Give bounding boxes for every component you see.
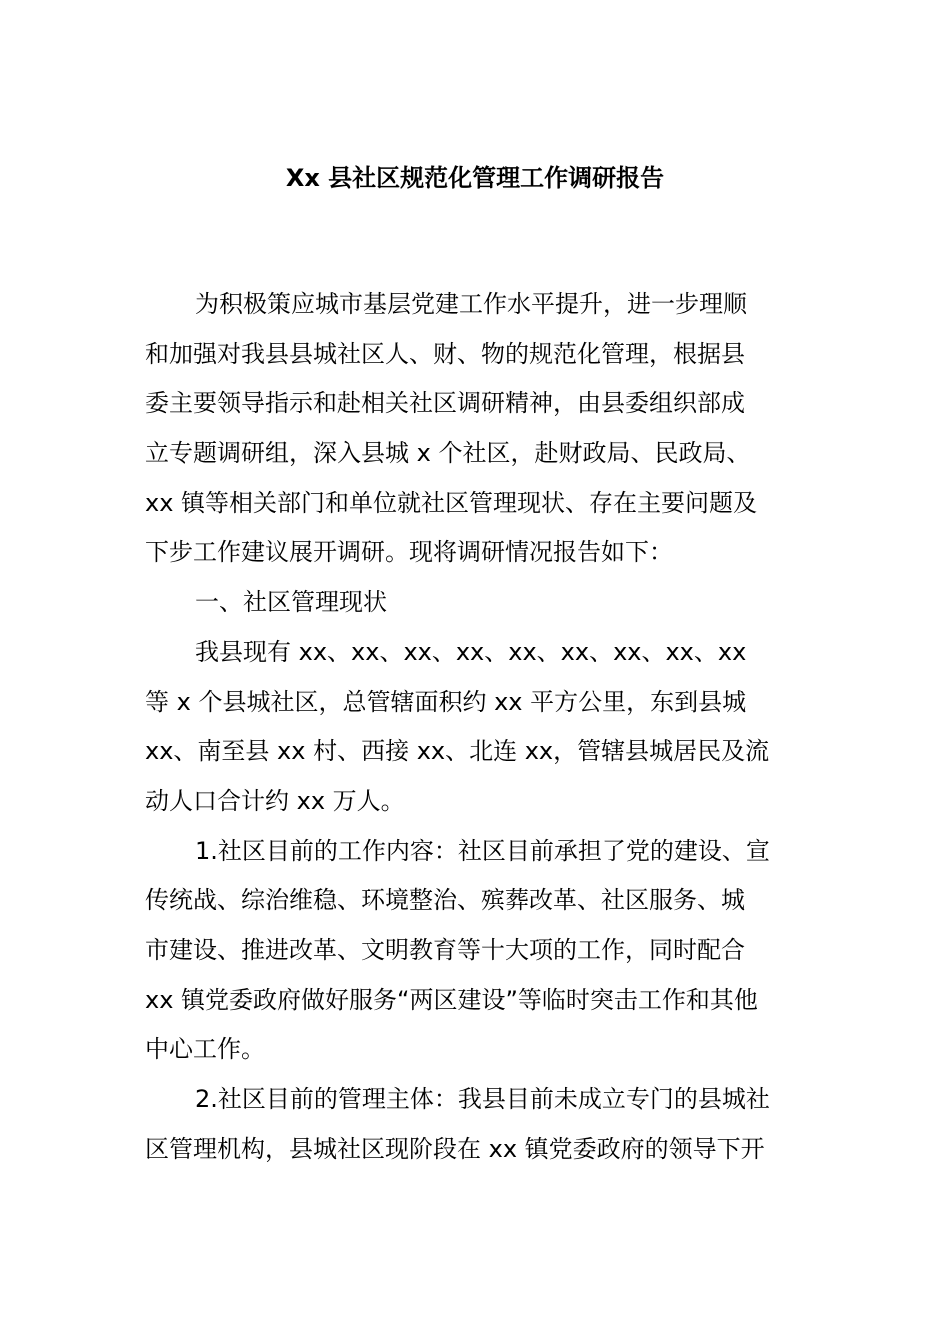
text-line: 和加强对我县县城社区人、财、物的规范化管理，根据县 [145, 339, 745, 368]
text-line: 2.社区目前的管理主体：我县目前未成立专门的县城社 [195, 1085, 770, 1113]
text-line: 立专题调研组，深入县城 x 个社区，赴财政局、民政局、 [145, 439, 751, 468]
document-body [145, 280, 817, 1174]
text-line: 中心工作。 [145, 1035, 265, 1064]
text-line: 传统战、综治维稳、环境整治、殡葬改革、社区服务、城 [145, 886, 745, 915]
text-line: xx 镇等相关部门和单位就社区管理现状、存在主要问题及 [145, 488, 758, 517]
text-line: 动人口合计约 xx 万人。 [145, 786, 405, 815]
text-line: 为积极策应城市基层党建工作水平提升，进一步理顺 [195, 290, 747, 318]
text-line: 下步工作建议展开调研。现将调研情况报告如下： [145, 538, 673, 567]
text-line: xx 镇党委政府做好服务“两区建设”等临时突击工作和其他 [145, 985, 758, 1014]
text-line: 1.社区目前的工作内容：社区目前承担了党的建设、宣 [195, 836, 770, 865]
text-line: 区管理机构，县城社区现阶段在 xx 镇党委政府的领导下开 [145, 1134, 765, 1163]
text-line: xx、南至县 xx 村、西接 xx、北连 xx，管辖县城居民及流 [145, 737, 770, 766]
document-title: Xx 县社区规范化管理工作调研报告 [285, 164, 665, 192]
text-line: 我县现有 xx、xx、xx、xx、xx、xx、xx、xx、xx [195, 637, 747, 666]
text-line: 市建设、推进改革、文明教育等十大项的工作，同时配合 [145, 935, 745, 964]
text-line: 委主要领导指示和赴相关社区调研精神，由县委组织部成 [145, 389, 745, 418]
text-line: 等 x 个县城社区，总管辖面积约 xx 平方公里，东到县城 [145, 687, 747, 716]
section-heading: 一、社区管理现状 [195, 588, 387, 617]
